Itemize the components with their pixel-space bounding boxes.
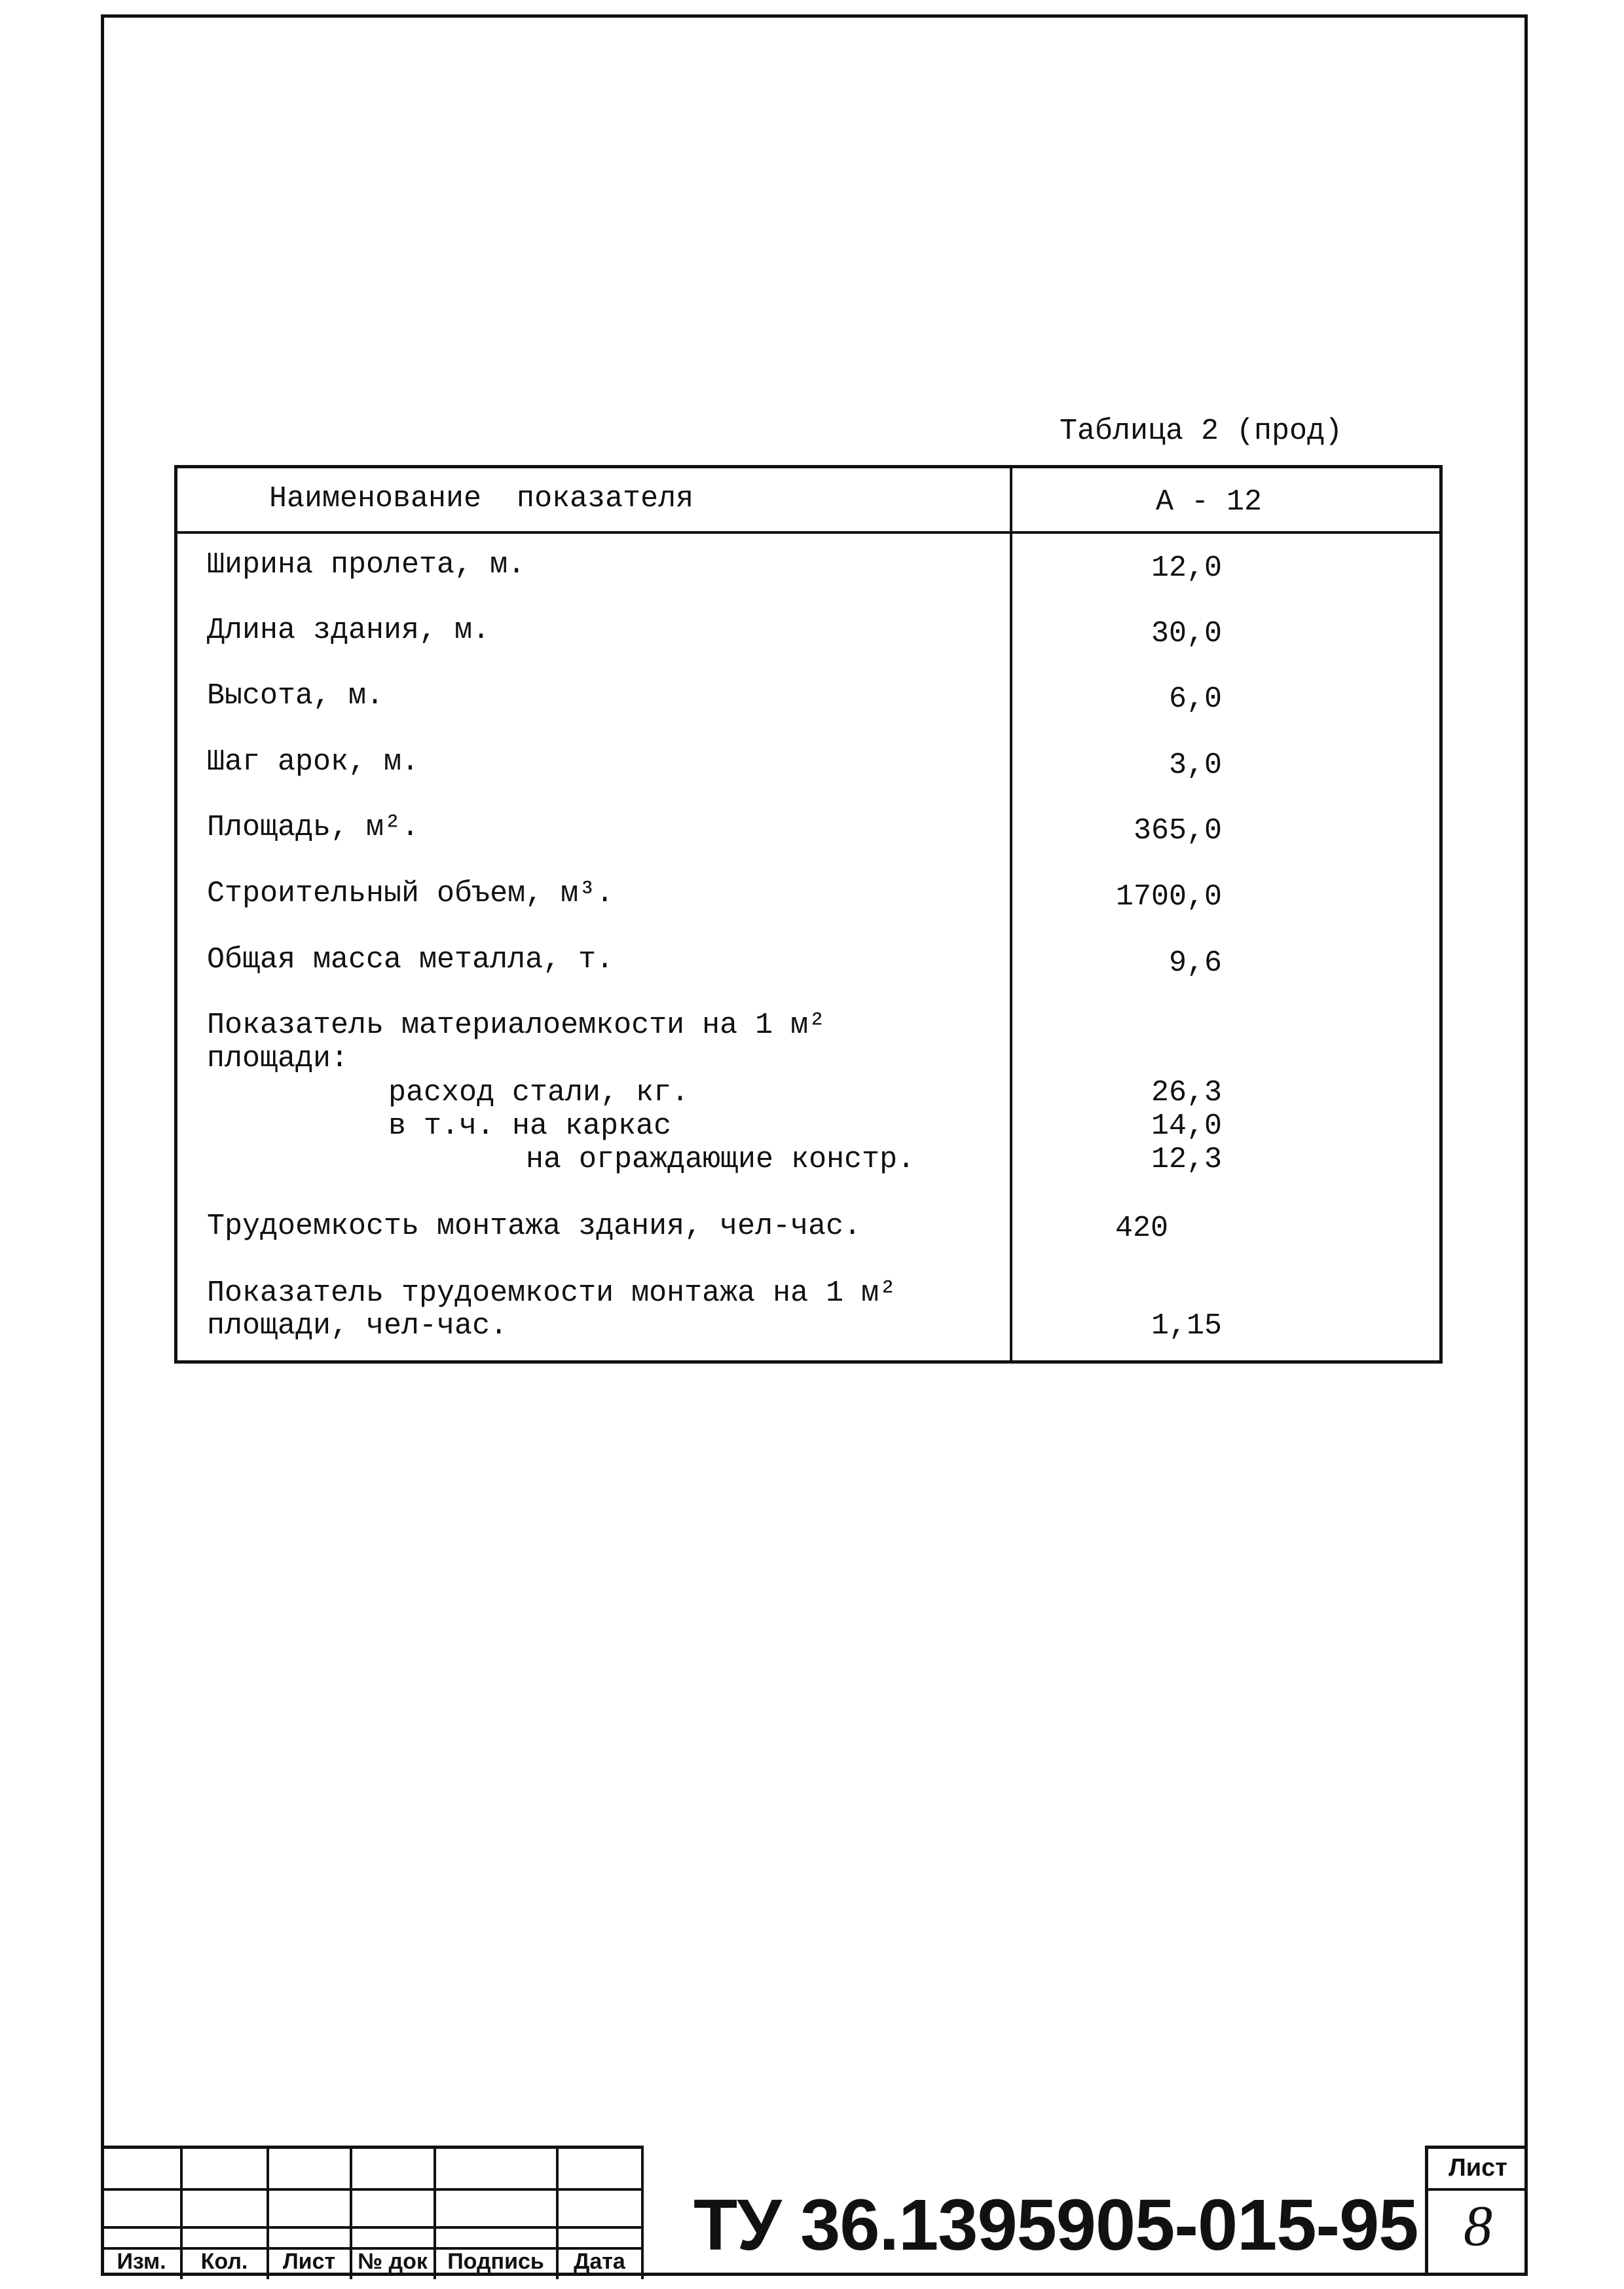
- row-value: 1700,0: [1115, 880, 1222, 914]
- header-divider: [177, 531, 1439, 534]
- grid-line: [641, 2149, 644, 2279]
- header-name: Наименование показателя: [269, 482, 694, 515]
- stamp-label: Дата: [574, 2249, 625, 2274]
- sheet-label: Лист: [1428, 2149, 1528, 2191]
- sheet-box: [1425, 2146, 1528, 2276]
- block-line: площади, чел-час.: [207, 1309, 508, 1343]
- header-value: А - 12: [1156, 485, 1263, 519]
- row-value: 12,0: [1151, 551, 1222, 585]
- row-name: Длина здания, м.: [207, 614, 490, 647]
- row-value: 365,0: [1133, 814, 1222, 847]
- stamp-label: Кол.: [200, 2249, 248, 2274]
- row-name: Высота, м.: [207, 679, 384, 713]
- block-line: Показатель материалоемкости на 1 м²: [207, 1009, 826, 1042]
- sub-row-value: 14,0: [1151, 1109, 1222, 1143]
- row-value: 1,15: [1151, 1309, 1222, 1343]
- row-value: 3,0: [1168, 749, 1222, 782]
- row-value: 9,6: [1168, 946, 1222, 980]
- block-line: Показатель трудоемкости монтажа на 1 м²: [207, 1276, 897, 1310]
- document-code: ТУ 36.1395905-015-95: [693, 2185, 1418, 2265]
- stamp-label: Изм.: [117, 2249, 166, 2274]
- title-block: [101, 2146, 1528, 2276]
- sheet-number: 8: [1464, 2195, 1492, 2258]
- stamp-label: Подпись: [447, 2249, 544, 2274]
- indicators-table: [174, 465, 1443, 1364]
- stamp-label: № док: [358, 2249, 428, 2274]
- column-divider: [1010, 468, 1012, 1360]
- row-name: Площадь, м².: [207, 811, 420, 844]
- sub-row-name: в т.ч. на каркас: [388, 1109, 672, 1143]
- row-name: Шаг арок, м.: [207, 745, 420, 779]
- row-value: 30,0: [1151, 617, 1222, 650]
- block-line: площади:: [207, 1042, 349, 1075]
- sub-row-value: 26,3: [1151, 1076, 1222, 1109]
- row-name: Ширина пролета, м.: [207, 548, 526, 582]
- revision-grid: [101, 2146, 644, 2276]
- sub-row-name: расход стали, кг.: [388, 1076, 690, 1109]
- row-value: 420: [1115, 1212, 1169, 1245]
- sub-row-name: на ограждающие констр.: [526, 1143, 915, 1176]
- row-value: 6,0: [1168, 682, 1222, 716]
- row-name: Строительный объем, м³.: [207, 877, 614, 910]
- stamp-label: Лист: [282, 2249, 336, 2274]
- sub-row-value: 12,3: [1151, 1143, 1222, 1176]
- table-caption: Таблица 2 (прод): [1060, 415, 1343, 448]
- row-name: Трудоемкость монтажа здания, чел-час.: [207, 1210, 862, 1243]
- row-name: Общая масса металла, т.: [207, 943, 614, 977]
